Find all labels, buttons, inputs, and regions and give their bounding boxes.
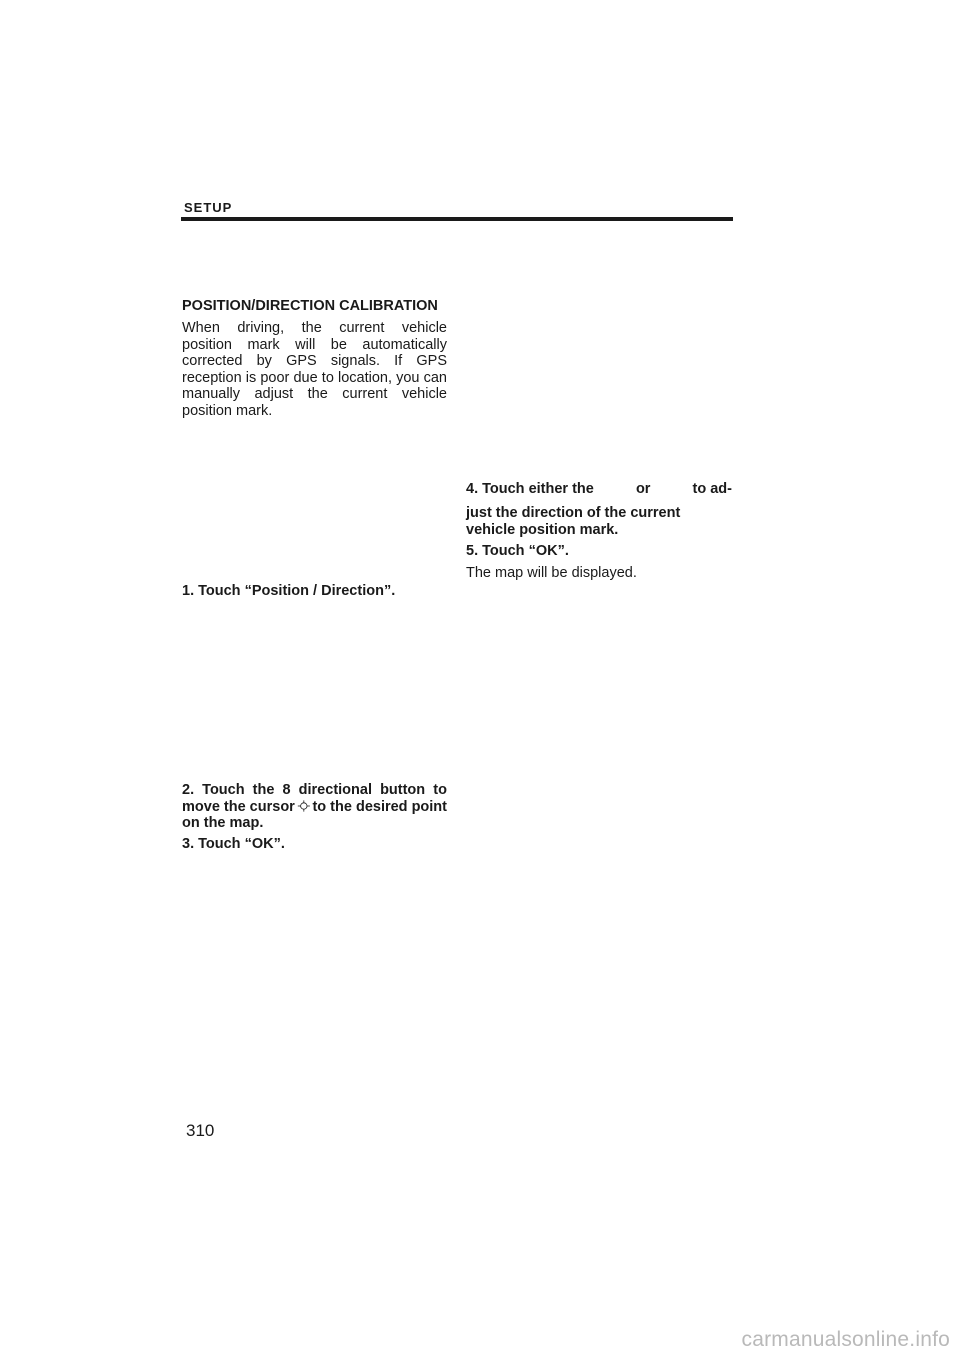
step-1: 1. Touch “Position / Direction”. [182, 583, 396, 599]
step-5-note: The map will be displayed. [466, 565, 637, 581]
step-2-word: button [380, 782, 426, 798]
page-number: 310 [186, 1121, 215, 1140]
step-4-continuation: just the direction of the current vehicle position mark. [466, 505, 681, 538]
step-2-word: 2. [182, 782, 195, 798]
section-label: SETUP [184, 200, 233, 215]
step-2-word: Touch [202, 782, 245, 798]
step-2-line-3: on the map. [182, 815, 264, 832]
step-2-line-1 [182, 782, 447, 799]
crosshair-cursor-icon [297, 799, 311, 813]
step-2-before-icon: move the cursor [182, 798, 295, 815]
rotate-right-button-icon [650, 481, 692, 495]
watermark: carmanualsonline.info [741, 1328, 950, 1351]
step-2-after-icon: to the desired point [312, 798, 447, 815]
step-2-word: 8 [282, 782, 291, 798]
step-2 [182, 782, 447, 832]
step-4-prefix: 4. Touch either the [466, 481, 594, 497]
section-heading: POSITION/DIRECTION CALIBRATION [182, 298, 438, 314]
step-2-line-2 [182, 799, 447, 816]
step-2-word: directional [298, 782, 372, 798]
step-3: 3. Touch “OK”. [182, 836, 285, 852]
rotate-left-button-icon [594, 481, 636, 495]
step-2-word: to [433, 782, 447, 798]
intro-paragraph: When driving, the current vehicle position mark will be automatically corrected by GPS signals. If GPS reception is poor due to location, you can manually adjust the current vehicle position mark. [182, 320, 447, 419]
step-4-or: or [635, 481, 651, 497]
step-4-line-1 [466, 481, 732, 498]
step-5: 5. Touch “OK”. [466, 543, 569, 559]
header-rule [181, 217, 733, 221]
step-4-suffix: to ad- [692, 481, 732, 497]
step-2-word: the [252, 782, 275, 798]
